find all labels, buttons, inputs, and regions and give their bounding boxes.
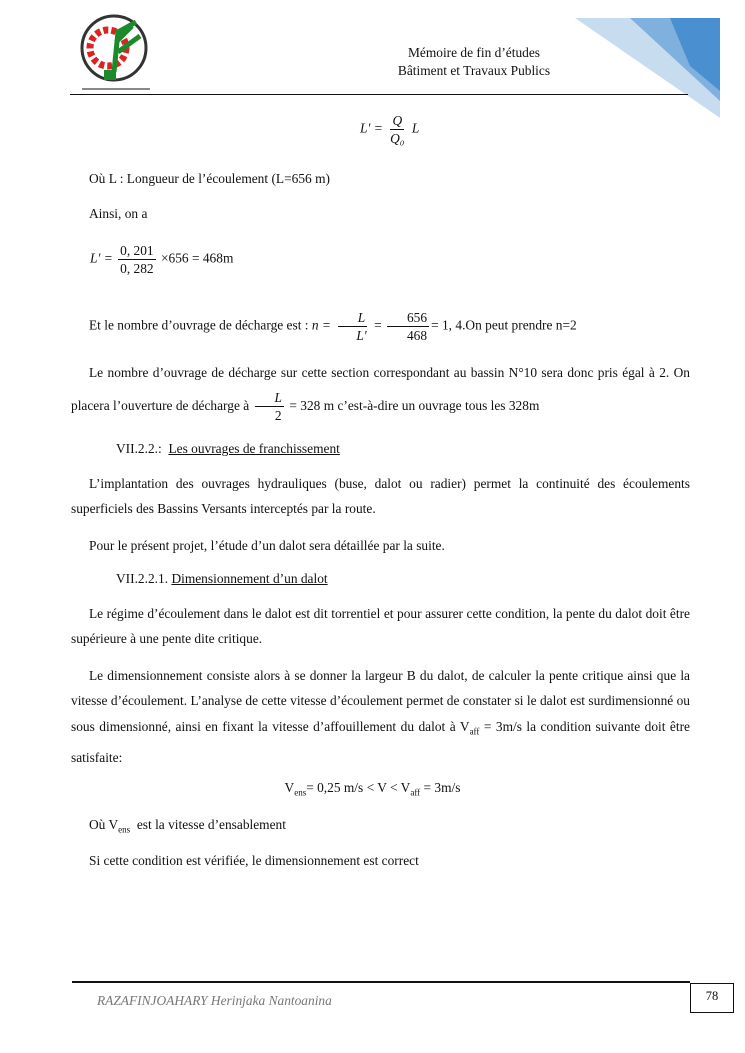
- paragraph-dimensionnement: [71, 663, 690, 770]
- text: .On peut prendre n=2: [462, 317, 577, 333]
- denominator: 468: [406, 328, 428, 343]
- section-number: VII.2.2.:: [116, 441, 162, 456]
- fraction: [387, 309, 429, 344]
- numerator: Q: [392, 113, 403, 128]
- footer-author: RAZAFINJOAHARY Herinjaka Nantoanina: [97, 993, 332, 1008]
- denominator: Q₀: [390, 131, 405, 146]
- paragraph-ainsi: Ainsi, on a: [89, 206, 148, 221]
- corner-decoration: [570, 16, 725, 121]
- numerator: 656: [387, 309, 429, 327]
- formula-l-prime: [360, 112, 419, 147]
- formula-n: n =: [311, 317, 331, 333]
- subscript: ens: [294, 787, 307, 798]
- footer-rule: [72, 981, 690, 983]
- header-rule: [70, 94, 688, 95]
- section-number: VII.2.2.1.: [116, 571, 169, 586]
- school-logo: [78, 12, 154, 94]
- paragraph-bassin: [71, 356, 690, 424]
- fraction: [118, 242, 155, 277]
- formula-rhs: ×656 = 468m: [160, 250, 234, 266]
- numerator: L: [255, 389, 284, 407]
- text: Et le nombre d’ouvrage de décharge est :: [89, 317, 309, 333]
- text: Le dimensionnement consiste alors à se donner la largeur B du dalot, de calculer la pente critique ainsi que la vitesse d’écoulement. L’analyse de cette vitesse d’écoulement permet de constater si le dalot est surdimensionné ou sous dimensionné, ainsi en fixant la vitesse d’affouillement du dalot à V: [71, 668, 690, 734]
- header-line-1: Mémoire de fin d’études: [407, 45, 540, 60]
- section-title: Dimensionnement d’un dalot: [171, 571, 328, 586]
- fraction: [255, 389, 284, 424]
- text: = 0,25 m/s ˂ V ˂ V: [306, 780, 411, 795]
- text: Où V: [89, 817, 119, 832]
- denominator: 0, 282: [120, 261, 154, 276]
- paragraph-longueur: Où L : Longueur de l’écoulement (L=656 m): [89, 171, 330, 186]
- text: = 328 m c’est-à-dire un ouvrage tous les 328m: [289, 398, 540, 413]
- formula-rhs: L: [411, 120, 420, 136]
- header-line-2: Bâtiment et Travaux Publics: [397, 63, 551, 78]
- text: est la vitesse d’ensablement: [130, 817, 286, 832]
- page-number: 78: [690, 983, 734, 1013]
- equals: =: [374, 317, 382, 333]
- paragraph-vens: [71, 812, 690, 843]
- text: V: [284, 780, 295, 795]
- result: = 1, 4: [431, 317, 463, 333]
- subscript: ens: [118, 824, 131, 835]
- condition-formula: [0, 780, 745, 798]
- fraction: [388, 112, 406, 147]
- denominator: 2: [274, 408, 282, 424]
- formula-l-prime-value: [90, 242, 233, 277]
- denominator: L′: [356, 328, 367, 343]
- text: = 3m/s: [420, 780, 461, 795]
- header-title: [374, 44, 574, 80]
- formula-lhs: L′ =: [360, 120, 383, 136]
- paragraph-implantation: L’implantation des ouvrages hydrauliques (buse, dalot ou radier) permet la continuité des écoulements superficiels des Bassins Versants interceptés par la route.: [71, 476, 690, 517]
- paragraph-regime: Le régime d’écoulement dans le dalot est dit torrentiel et pour assurer cette condition, la pente du dalot doit être supérieure à une pente dite critique.: [71, 606, 690, 647]
- numerator: L: [338, 309, 367, 327]
- section-heading-franchissement: [116, 441, 340, 457]
- subscript: aff: [410, 787, 421, 798]
- subscript: aff: [469, 726, 480, 737]
- paragraph-projet: Pour le présent projet, l’étude d’un dalot sera détaillée par la suite.: [89, 538, 445, 553]
- paragraph-condition: Si cette condition est vérifiée, le dimensionnement est correct: [89, 853, 419, 868]
- formula-lhs: L′ =: [90, 250, 113, 266]
- numerator: 0, 201: [120, 243, 154, 258]
- paragraph-nombre: [71, 309, 690, 344]
- text: Le nombre d’ouvrage de décharge sur cette section correspondant au bassin N°10 sera donc pris égal à 2. On placera l’ouverture de décharge à: [71, 365, 690, 413]
- section-title: Les ouvrages de franchissement: [168, 441, 340, 456]
- text: = 3m/s la condition suivante doit être satisfaite:: [71, 718, 690, 765]
- section-heading-dalot: [116, 571, 328, 587]
- fraction: [336, 309, 368, 344]
